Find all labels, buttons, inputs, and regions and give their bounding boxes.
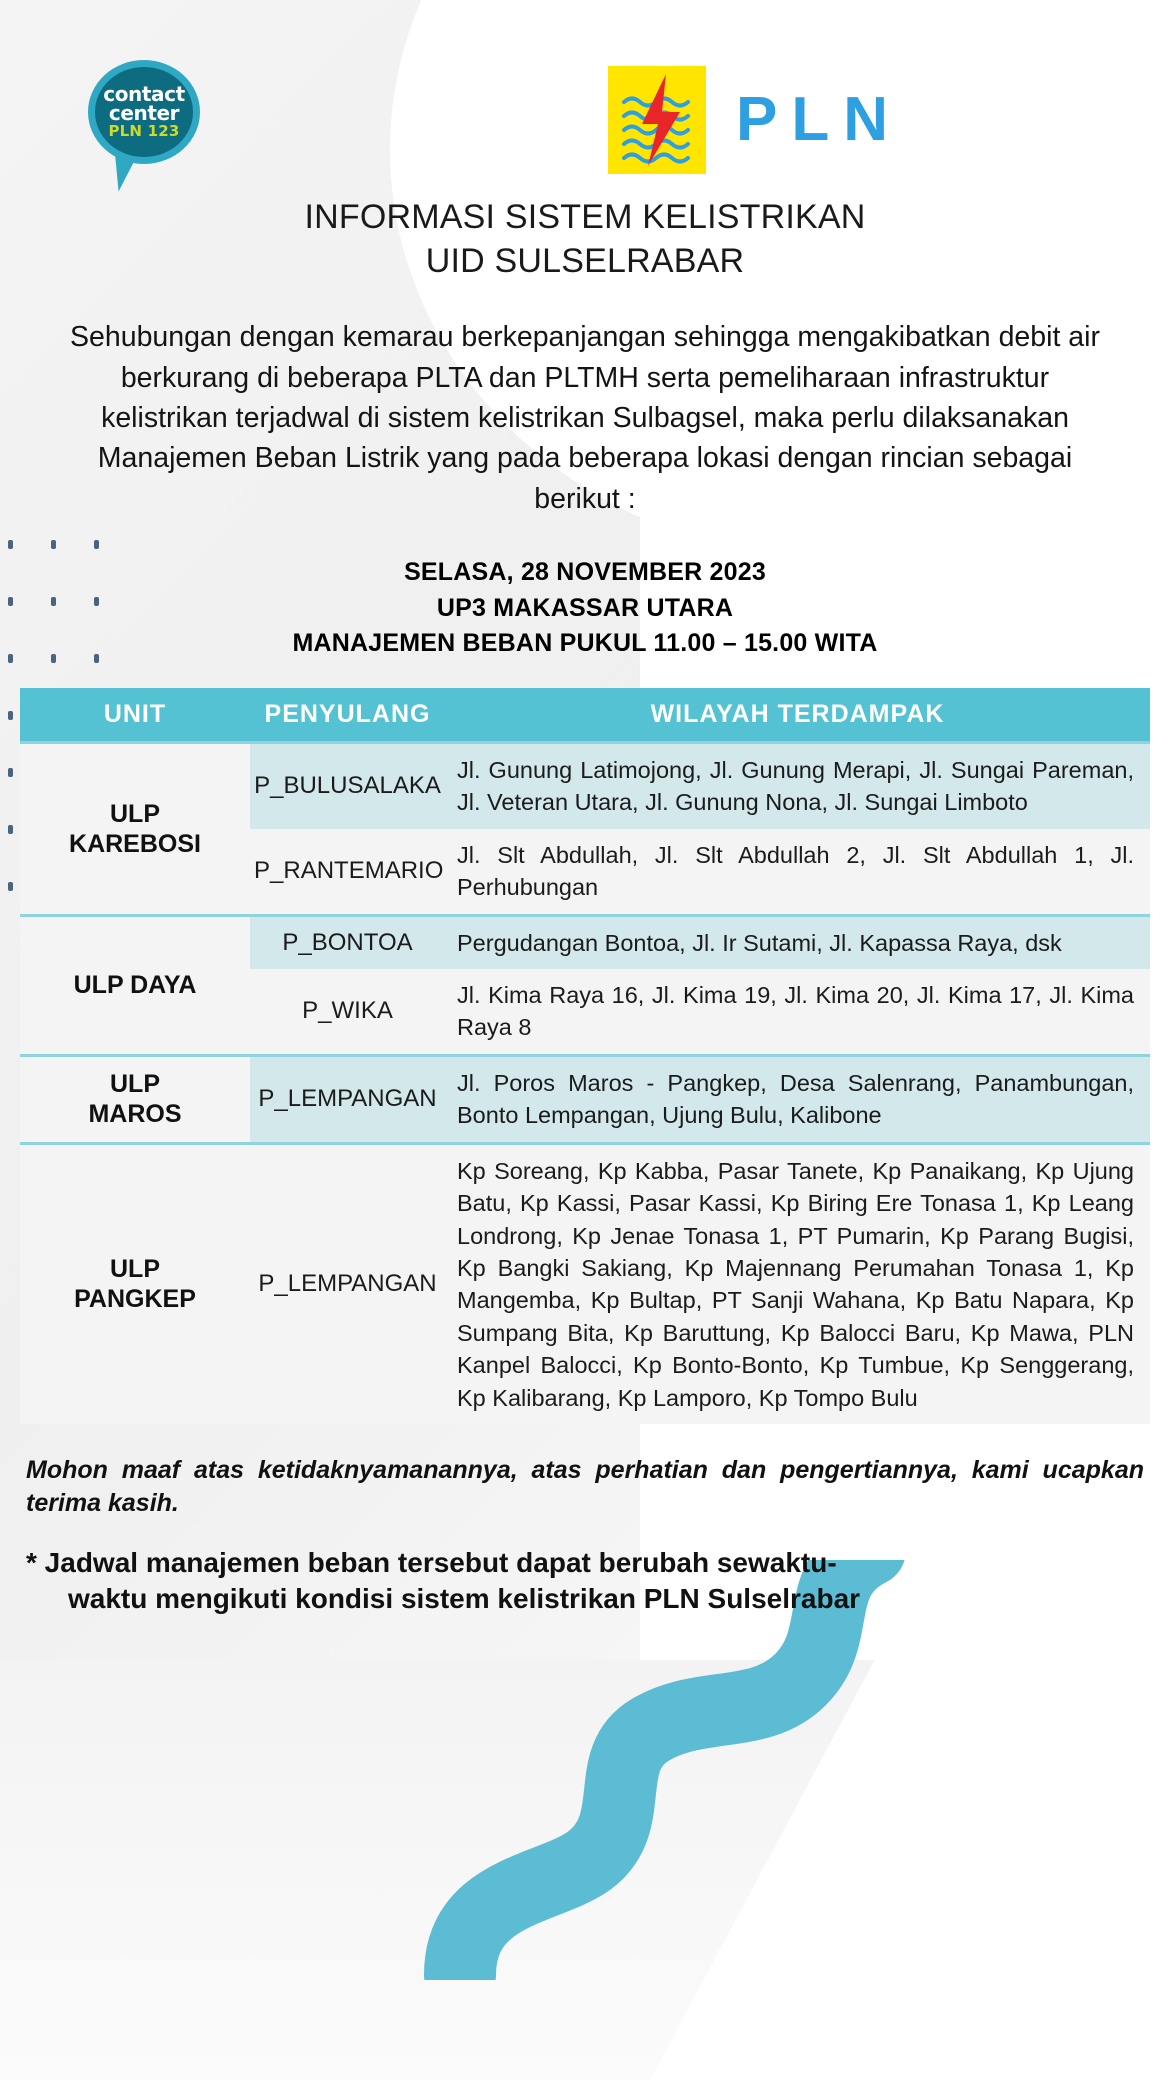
contact-center-line1: contact <box>103 82 185 107</box>
cell-penyulang: P_BONTOA <box>250 915 445 969</box>
cell-wilayah: Pergudangan Bontoa, Jl. Ir Sutami, Jl. Kapassa Raya, dsk <box>445 915 1150 969</box>
footer-note <box>26 1545 1144 1618</box>
cell-penyulang: P_BULUSALAKA <box>250 742 445 828</box>
cell-wilayah: Jl. Slt Abdullah, Jl. Slt Abdullah 2, Jl. Slt Abdullah 1, Jl. Perhubungan <box>445 829 1150 915</box>
pln-badge <box>608 66 706 174</box>
cell-unit <box>20 742 250 915</box>
cell-unit-line: ULP <box>110 1070 160 1099</box>
cell-penyulang: P_LEMPANGAN <box>250 1055 445 1143</box>
cell-penyulang: P_RANTEMARIO <box>250 829 445 915</box>
cell-penyulang: P_WIKA <box>250 969 445 1055</box>
cell-unit <box>20 1143 250 1424</box>
cell-unit-line: ULP <box>110 799 160 828</box>
cell-unit-line: ULP <box>110 1255 160 1284</box>
decorative-wave-icon <box>400 1560 1160 1980</box>
schedule-unit: UP3 MAKASSAR UTARA <box>436 593 734 622</box>
table-row <box>20 915 1150 969</box>
pln-logo <box>608 66 902 174</box>
column-header-penyulang: PENYULANG <box>250 688 445 743</box>
cell-unit-line: KAREBOSI <box>69 829 201 858</box>
footer-note-line2: waktu mengikuti kondisi sistem kelistrikan PLN Sulselrabar <box>68 1583 861 1615</box>
footer-apology: Mohon maaf atas ketidaknyamanannya, atas perhatian dan pengertiannya, kami ucapkan terima kasih. <box>26 1456 1144 1518</box>
table-row <box>20 742 1150 828</box>
cell-unit <box>20 1055 250 1143</box>
contact-center-line2: center <box>108 101 180 126</box>
table-header-row <box>20 688 1150 743</box>
schedule-time: MANAJEMEN BEBAN PUKUL 11.00 – 15.00 WITA <box>292 629 878 658</box>
table-row <box>20 1055 1150 1143</box>
table-row <box>20 1143 1150 1424</box>
cell-wilayah: Jl. Poros Maros - Pangkep, Desa Salenrang, Panambungan, Bonto Lempangan, Ujung Bulu, Kalibone <box>445 1055 1150 1143</box>
footer-note-line1: * Jadwal manajemen beban tersebut dapat berubah sewaktu- <box>26 1547 837 1579</box>
page-title-line1: INFORMASI SISTEM KELISTRIKAN <box>304 198 866 236</box>
column-header-unit: UNIT <box>20 688 250 743</box>
lightning-bolt-waves-icon <box>608 66 706 174</box>
page-title <box>0 196 1170 283</box>
schedule-heading <box>0 555 1170 662</box>
outage-schedule-table <box>20 688 1150 1424</box>
column-header-wilayah: WILAYAH TERDAMPAK <box>445 688 1150 743</box>
page-title-line2: UID SULSELRABAR <box>425 241 745 280</box>
cell-wilayah: Jl. Gunung Latimojong, Jl. Gunung Merapi, Jl. Sungai Pareman, Jl. Veteran Utara, Jl. Gunung Nona, Jl. Sungai Limboto <box>445 742 1150 828</box>
intro-paragraph: Sehubungan dengan kemarau berkepanjangan sehingga mengakibatkan debit air berkurang di beberapa PLTA dan PLTMH serta pemeliharaan infrastruktur kelistrikan terjadwal di sistem kelistrikan Sulbagsel, maka perlu dilaksanakan Manajemen Beban Listrik yang pada beberapa lokasi dengan rincian sebagai berikut : <box>70 321 1100 515</box>
speech-bubble-icon <box>88 60 200 164</box>
pln-wordmark: PLN <box>736 85 902 154</box>
contact-center-logo <box>88 60 206 185</box>
cell-unit-line: PANGKEP <box>74 1285 196 1314</box>
header <box>0 0 1170 180</box>
footer <box>26 1454 1144 1618</box>
cell-unit-line: MAROS <box>88 1100 182 1129</box>
cell-wilayah: Jl. Kima Raya 16, Jl. Kima 19, Jl. Kima 20, Jl. Kima 17, Jl. Kima Raya 8 <box>445 969 1150 1055</box>
cell-unit <box>20 915 250 1055</box>
contact-center-line3: PLN 123 <box>108 122 180 141</box>
table-body <box>20 742 1150 1424</box>
cell-wilayah: Kp Soreang, Kp Kabba, Pasar Tanete, Kp Panaikang, Kp Ujung Batu, Kp Kassi, Pasar Kassi, Kp Biring Ere Tonasa 1, Kp Leang Londrong, Kp Jenae Tonasa 1, PT Pumarin, Kp Parang Bugisi, Kp Bangki Sakiang, Kp Majennang Perumahan Tonasa 1, Kp Mangemba, Kp Bultap, PT Sanji Wahana, Kp Batu Napara, Kp Sumpang Bita, Kp Baruttung, Kp Balocci Baru, Kp Mawa, PLN Kanpel Balocci, Kp Bonto-Bonto, Kp Tumbue, Kp Senggerang, Kp Kalibarang, Kp Lamporo, Kp Tompo Bulu <box>445 1143 1150 1424</box>
cell-penyulang: P_LEMPANGAN <box>250 1143 445 1424</box>
cell-unit-line: ULP DAYA <box>73 971 197 1000</box>
schedule-date: SELASA, 28 NOVEMBER 2023 <box>404 558 766 587</box>
